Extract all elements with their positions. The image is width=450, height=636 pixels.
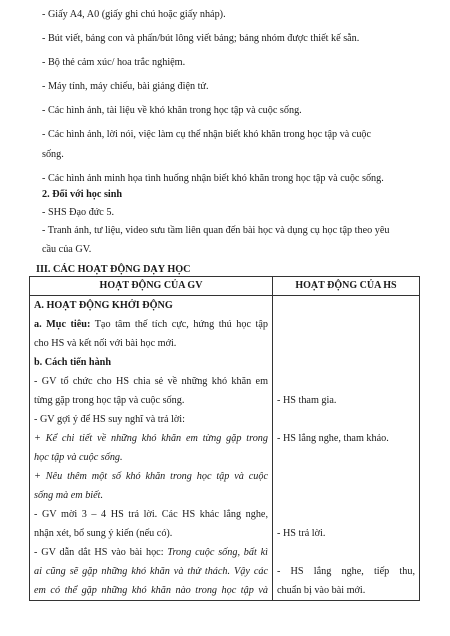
activity-table — [29, 276, 420, 601]
gv-step: nhận xét, bổ sung ý kiến (nếu có). — [34, 528, 173, 539]
gv-step: + Nêu thêm một số khó khăn trong học tập và cuộc — [34, 471, 268, 482]
hs-response: chuẩn bị vào bài mới. — [277, 585, 366, 596]
gv-step: ai cũng sẽ gặp những khó khăn và thử thách. Vậy các — [34, 566, 268, 577]
gv-step: học tập và cuộc sống. — [34, 452, 123, 463]
gv-step: - GV mời 3 – 4 HS trả lời. Các HS khác lắng nghe, — [34, 509, 268, 520]
material-item: sống. — [42, 149, 64, 160]
hs-column — [273, 296, 420, 601]
gv-step: từng gặp trong học tập và cuộc sống. — [34, 395, 185, 406]
hs-material-item: - SHS Đạo đức 5. — [42, 207, 115, 218]
gv-step: sống mà em biết. — [34, 490, 104, 501]
gv-step: - GV tổ chức cho HS chia sẻ về những khó khăn em — [34, 376, 268, 387]
objective-text: Tạo tâm thế tích cực, hứng thú học tập — [90, 319, 268, 330]
activity-title: A. HOẠT ĐỘNG KHỞI ĐỘNG — [34, 300, 173, 311]
material-item: - Các hình ảnh, tài liệu về khó khăn trong học tập và cuộc sống. — [42, 105, 302, 116]
material-item: - Máy tính, máy chiếu, bài giảng điện tử. — [42, 81, 209, 92]
hs-material-item: - Tranh ảnh, tư liệu, video sưu tầm liên quan đến bài học và dụng cụ học tập theo yêu — [42, 225, 390, 236]
header-gv: HOẠT ĐỘNG CỦA GV — [30, 277, 273, 296]
hs-response: - HS lắng nghe, tiếp thu, — [277, 566, 415, 577]
gv-step: + Kể chi tiết về những khó khăn em từng gặp trong — [34, 433, 268, 444]
material-item: - Bút viết, bảng con và phấn/bút lông viết bảng; bảng nhóm được thiết kế sẵn. — [42, 33, 360, 44]
section-heading-iii: III. CÁC HOẠT ĐỘNG DẠY HỌC — [36, 264, 191, 275]
material-item: - Các hình ảnh, lời nói, việc làm cụ thể nhận biết khó khăn trong học tập và cuộc — [42, 129, 372, 140]
gv-column — [30, 296, 273, 601]
hs-material-item: cầu của GV. — [42, 244, 92, 255]
material-item: - Các hình ảnh minh họa tình huống nhận biết khó khăn trong học tập và cuộc sống. — [42, 173, 384, 184]
objective-line — [34, 315, 268, 334]
header-hs: HOẠT ĐỘNG CỦA HS — [273, 277, 420, 296]
gv-step-italic: Trong cuộc sống, bất kì — [167, 547, 268, 558]
material-item: - Bộ thẻ cảm xúc/ hoa trắc nghiệm. — [42, 57, 186, 68]
material-item: - Giấy A4, A0 (giấy ghi chú hoặc giấy nháp). — [42, 9, 226, 20]
gv-step — [34, 543, 268, 562]
gv-step: - GV gợi ý để HS suy nghĩ và trả lời: — [34, 414, 185, 425]
gv-step-prefix: - GV dẫn dắt HS vào bài học: — [34, 547, 168, 558]
objective-label: a. Mục tiêu: — [34, 319, 91, 330]
objective-line-2: cho HS và kết nối với bài học mới. — [34, 338, 177, 349]
hs-response: - HS tham gia. — [277, 395, 337, 406]
section-heading-hs: 2. Đối với học sinh — [42, 189, 123, 200]
gv-step: em có thể gặp những khó khăn nào trong học tập và — [34, 585, 268, 596]
hs-response: - HS trả lời. — [277, 528, 326, 539]
hs-response: - HS lắng nghe, tham khảo. — [277, 433, 389, 444]
procedure-heading: b. Cách tiến hành — [34, 357, 111, 368]
